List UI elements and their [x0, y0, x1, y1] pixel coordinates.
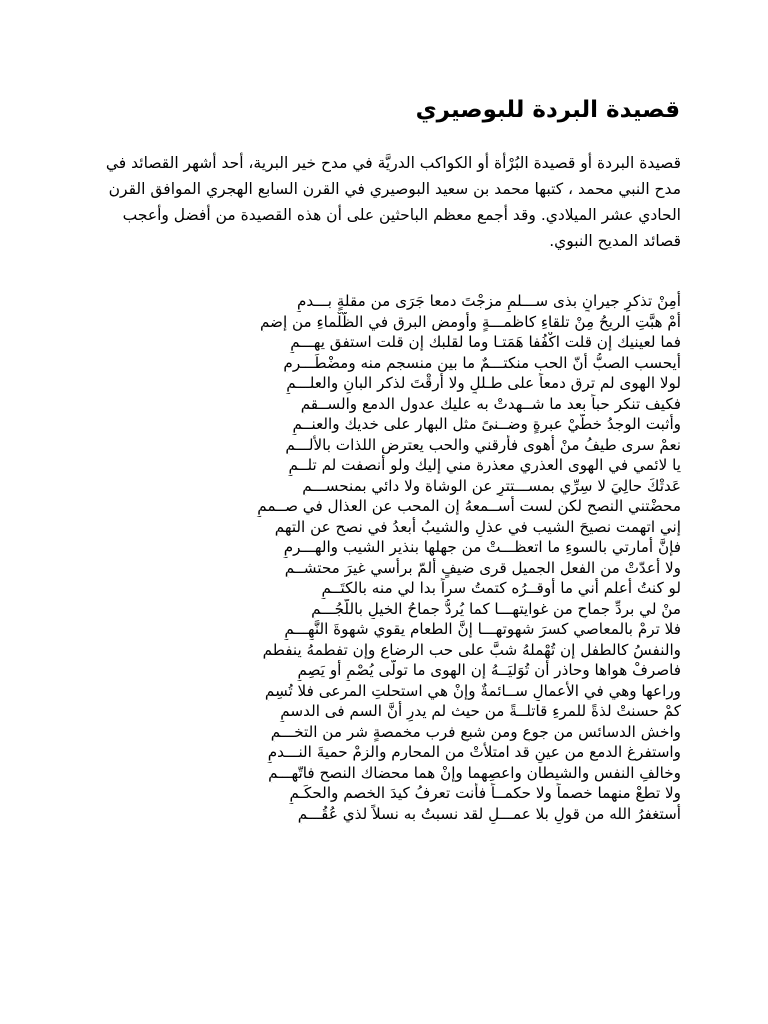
poem-verse: واستفرغ الدمع من عينٍ قد امتلأتْ من المحارم والزمْ حميةَ النـــدمِ	[267, 743, 681, 761]
poem-verses	[81, 291, 681, 824]
poem-verse: لولا الهوى لم ترق دمعاً على طـللٍ ولا أرقْتَ لذكر البانِ والعلـــمِ	[286, 374, 681, 392]
poem-verse: يا لائمي في الهوى العذري معذرة مني إليك ولو أنصفت لم تلــمِ	[288, 456, 681, 474]
intro-line: مدح النبي محمد ، كتبها محمد بن سعيد البوصيري في القرن السابع الهجري الموافق القرن	[108, 180, 681, 198]
poem-verse: أستغفرُ الله من قولٍ بلا عمـــلٍ لقد نسبتُ به نسلاً لذي عُقُـــمِ	[297, 804, 681, 823]
poem-verse: فإنَّ أمارتي بالسوءِ ما اتعظـــتْ من جهلها بنذير الشيب والهـــرمِ	[283, 538, 681, 556]
poem-verse: كمْ حسنتْ لذةً للمرءِ قاتلــةً من حيث لم يدرِ أنَّ السم فى الدسمِ	[280, 702, 681, 720]
page-title: قصيدة البردة للبوصيري	[415, 97, 680, 123]
poem-verse: والنفسُ كالطفل إن تُهْملهُ شبَّ على حب الرضاعِ وإن تفطمهُ ينفطمِ	[262, 640, 681, 659]
poem-verse: فاصرفْ هواها وحاذر أن تُوَليَــهُ إن الهوى ما تولَّى يُصْمِ أو يَصِمِ	[297, 661, 681, 679]
intro-line: الحادي عشر الميلادي. وقد أجمع معظم الباحثين على أن هذه القصيدة من أفضل وأعجب	[122, 206, 681, 224]
intro-paragraph	[81, 150, 681, 254]
poem-verse: وراعها وهي في الأعمالِ ســائمةٌ وإنْ هي استحلتِ المرعى فلا تُسِمِ	[264, 681, 681, 700]
poem-verse: وأثبت الوجدُ خطَّيْ عبرةٍ وضــنىً مثل البهار على خديك والعنــمِ	[292, 415, 681, 433]
poem-verse: محضْتني النصح لكن لست أســمعهُ إن المحب عن العذال في صــممِ	[257, 497, 681, 515]
poem-verse: نعمْ سرى طيفُ منْ أهوى فأرقني والحب يعترض اللذات بالألـــمِ	[285, 435, 681, 454]
poem-verse: لو كنتُ أعلم أني ما أوقــرُه كتمتُ سراً بدا لي منه بالكتَــمِ	[321, 579, 681, 597]
poem-verse: ولا تطعْ منهما خصماً ولا حكمــاً فأنت تعرفُ كيدَ الخصم والحكَـمِ	[289, 784, 681, 802]
poem-verse: أَمْ هبَّتِ الريحُ مِنْ تلقاءِ كاظمـــةٍ وأَومض البرق في الظَّلْماءِ من إضمِ	[259, 312, 681, 331]
poem-verse: فلا ترمْ بالمعاصي كسرَ شهوتهـــا إنَّ الطعام يقوي شهوةَ النَّهِـــمِ	[284, 620, 681, 638]
poem-verse: أيحسب الصبُّ أنّ الحب منكتـــمٌ ما بين منسجم منه ومضْطَـــرمِ	[283, 353, 681, 372]
poem-verse: واخش الدسائس من جوعٍ ومن شبعٍ فرب مخمصةٍ شر من التخـــمِ	[270, 722, 681, 741]
intro-line: قصائد المديح النبوي.	[549, 232, 681, 250]
intro-line: قصيدة البردة أو قصيدة البُرْأة أو الكواكب الدريَّة في مدح خير البرية، أحد أشهر القصائد في	[105, 154, 681, 172]
poem-verse: فكيف تنكر حباً بعد ما شــهدتْ به عليك عدول الدمع والســقمِ	[300, 394, 681, 413]
poem-verse: إني اتهمت نصيحَ الشيب في عذلٍ والشيبُ أبعدُ في نصح عن التهمِ	[274, 517, 681, 536]
poem-verse: عَدتْكَ حالِيَ لا سِرِّي بمســـتترٍ عن الوشاة ولا دائي بمنحســـمِ	[302, 476, 681, 495]
poem-verse: فما لعينيك إن قلت اكْفُفا هَمَتـا وما لقلبك إن قلت استفق يهـــمِ	[290, 333, 681, 351]
poem-verse: وخالفِ النفس والشيطان واعصِهما وإنْ هما محضاك النصح فاتّهِـــمِ	[268, 763, 681, 782]
poem-verse: ولا أعدّتْ من الفعل الجميل قرى ضيفٍ ألمّ برأسي غيرَ محتشــمِ	[284, 558, 681, 577]
poem-verse: منْ لي بردِّ جماحٍ من غوايتهـــا كما يُردُّ جماحُ الخيلِ باللُّجُـــمِ	[311, 599, 681, 618]
poem-verse: أمِنْ تذكرِ جيرانٍ بذى ســـلمِ مزجْتَ دمعا جَرَى من مقلةٍ بـــدمِ	[297, 292, 681, 310]
